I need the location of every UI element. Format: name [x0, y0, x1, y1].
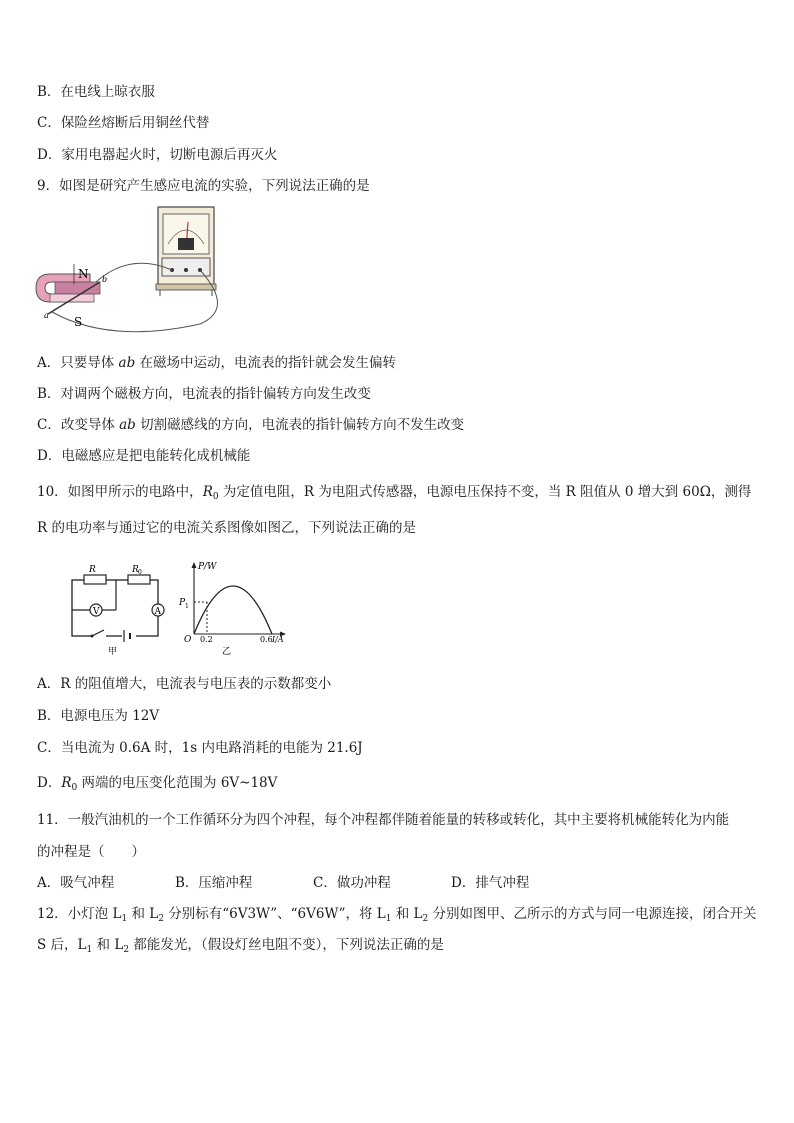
resistor-r0	[128, 575, 150, 584]
q10-power-current-graph	[176, 558, 291, 658]
point-a-label: a	[44, 311, 49, 320]
svg-text:R: R	[89, 565, 96, 575]
svg-text:O: O	[184, 635, 192, 645]
q12-stem-line-1: 12．小灯泡 $L_1$ 和 $L_2$ 分别标有“6V3W”、“6V6W”，将 $L_1$ 和 $L_2$ 分别如图甲、乙所示的方式与同一电源连接，闭合开关	[37, 906, 757, 924]
svg-text:0: 0	[138, 569, 142, 576]
q11-option-b: B．压缩冲程	[175, 875, 253, 891]
svg-text:乙: 乙	[222, 647, 232, 657]
svg-text:0.2: 0.2	[200, 635, 213, 644]
q10-option-a: A．R 的阻值增大，电流表与电压表的示数都变小	[37, 676, 332, 692]
q12-stem-line-2: S 后，$L_1$ 和 $L_2$ 都能发光，（假设灯丝电阻不变），下列说法正确的是	[37, 937, 444, 955]
svg-text:V: V	[93, 607, 100, 617]
q11-stem-line-2: 的冲程是（ ）	[37, 844, 145, 860]
svg-text:0.6: 0.6	[260, 635, 273, 644]
svg-text:I/A: I/A	[272, 635, 284, 644]
pole-n-label: N	[78, 267, 89, 281]
q8-option-d: D．家用电器起火时，切断电源后再灭火	[37, 147, 278, 163]
svg-text:R: R	[132, 565, 139, 575]
q11-stem-line-1: 11．一般汽油机的一个工作循环分为四个冲程，每个冲程都伴随着能量的转移或转化，其中主要将机械能转化为内能	[37, 812, 730, 828]
q10-stem-line-1: 10．如图甲所示的电路中，$R_0$ 为定值电阻，R 为电阻式传感器，电源电压保持不变，当 R 阻值从 0 增大到 60Ω，测得	[37, 484, 752, 502]
svg-text:P/W: P/W	[198, 562, 217, 572]
svg-text:甲: 甲	[108, 647, 118, 657]
q11-options	[37, 873, 589, 893]
q9-stem: 9．如图是研究产生感应电流的实验，下列说法正确的是	[37, 178, 370, 194]
q10-option-d: D．$R_0$ 两端的电压变化范围为 6V~18V	[37, 775, 278, 793]
q11-option-a: A．吸气冲程	[37, 875, 115, 891]
q11-option-c: C．做功冲程	[313, 875, 391, 891]
power-curve	[194, 586, 272, 634]
q8-option-c: C．保险丝熔断后用铜丝代替	[37, 115, 210, 131]
q9-option-b: B．对调两个磁极方向，电流表的指针偏转方向发生改变	[37, 386, 371, 402]
resistor-r	[84, 575, 106, 584]
point-b-label: b	[102, 275, 108, 284]
q11-option-d: D．排气冲程	[451, 875, 530, 891]
ammeter-illustration	[156, 207, 216, 296]
q10-option-b: B．电源电压为 12V	[37, 708, 160, 724]
svg-text:P: P	[179, 598, 186, 608]
q10-stem-line-2: R 的电功率与通过它的电流关系图像如图乙，下列说法正确的是	[37, 520, 416, 536]
svg-text:1: 1	[185, 603, 189, 610]
q9-option-a: A．只要导体 ab 在磁场中运动，电流表的指针就会发生偏转	[37, 355, 397, 371]
q9-induction-experiment-figure	[30, 204, 270, 334]
pole-s-label: S	[74, 315, 83, 329]
q8-option-b: B．在电线上晾衣服	[37, 84, 155, 100]
q9-option-d: D．电磁感应是把电能转化成机械能	[37, 448, 251, 464]
q10-option-c: C．当电流为 0.6A 时，1s 内电路消耗的电能为 21.6J	[37, 740, 363, 756]
q10-circuit-diagram	[62, 562, 172, 662]
svg-text:A: A	[154, 607, 161, 617]
q9-option-c: C．改变导体 ab 切割磁感线的方向，电流表的指针偏转方向不发生改变	[37, 417, 465, 433]
